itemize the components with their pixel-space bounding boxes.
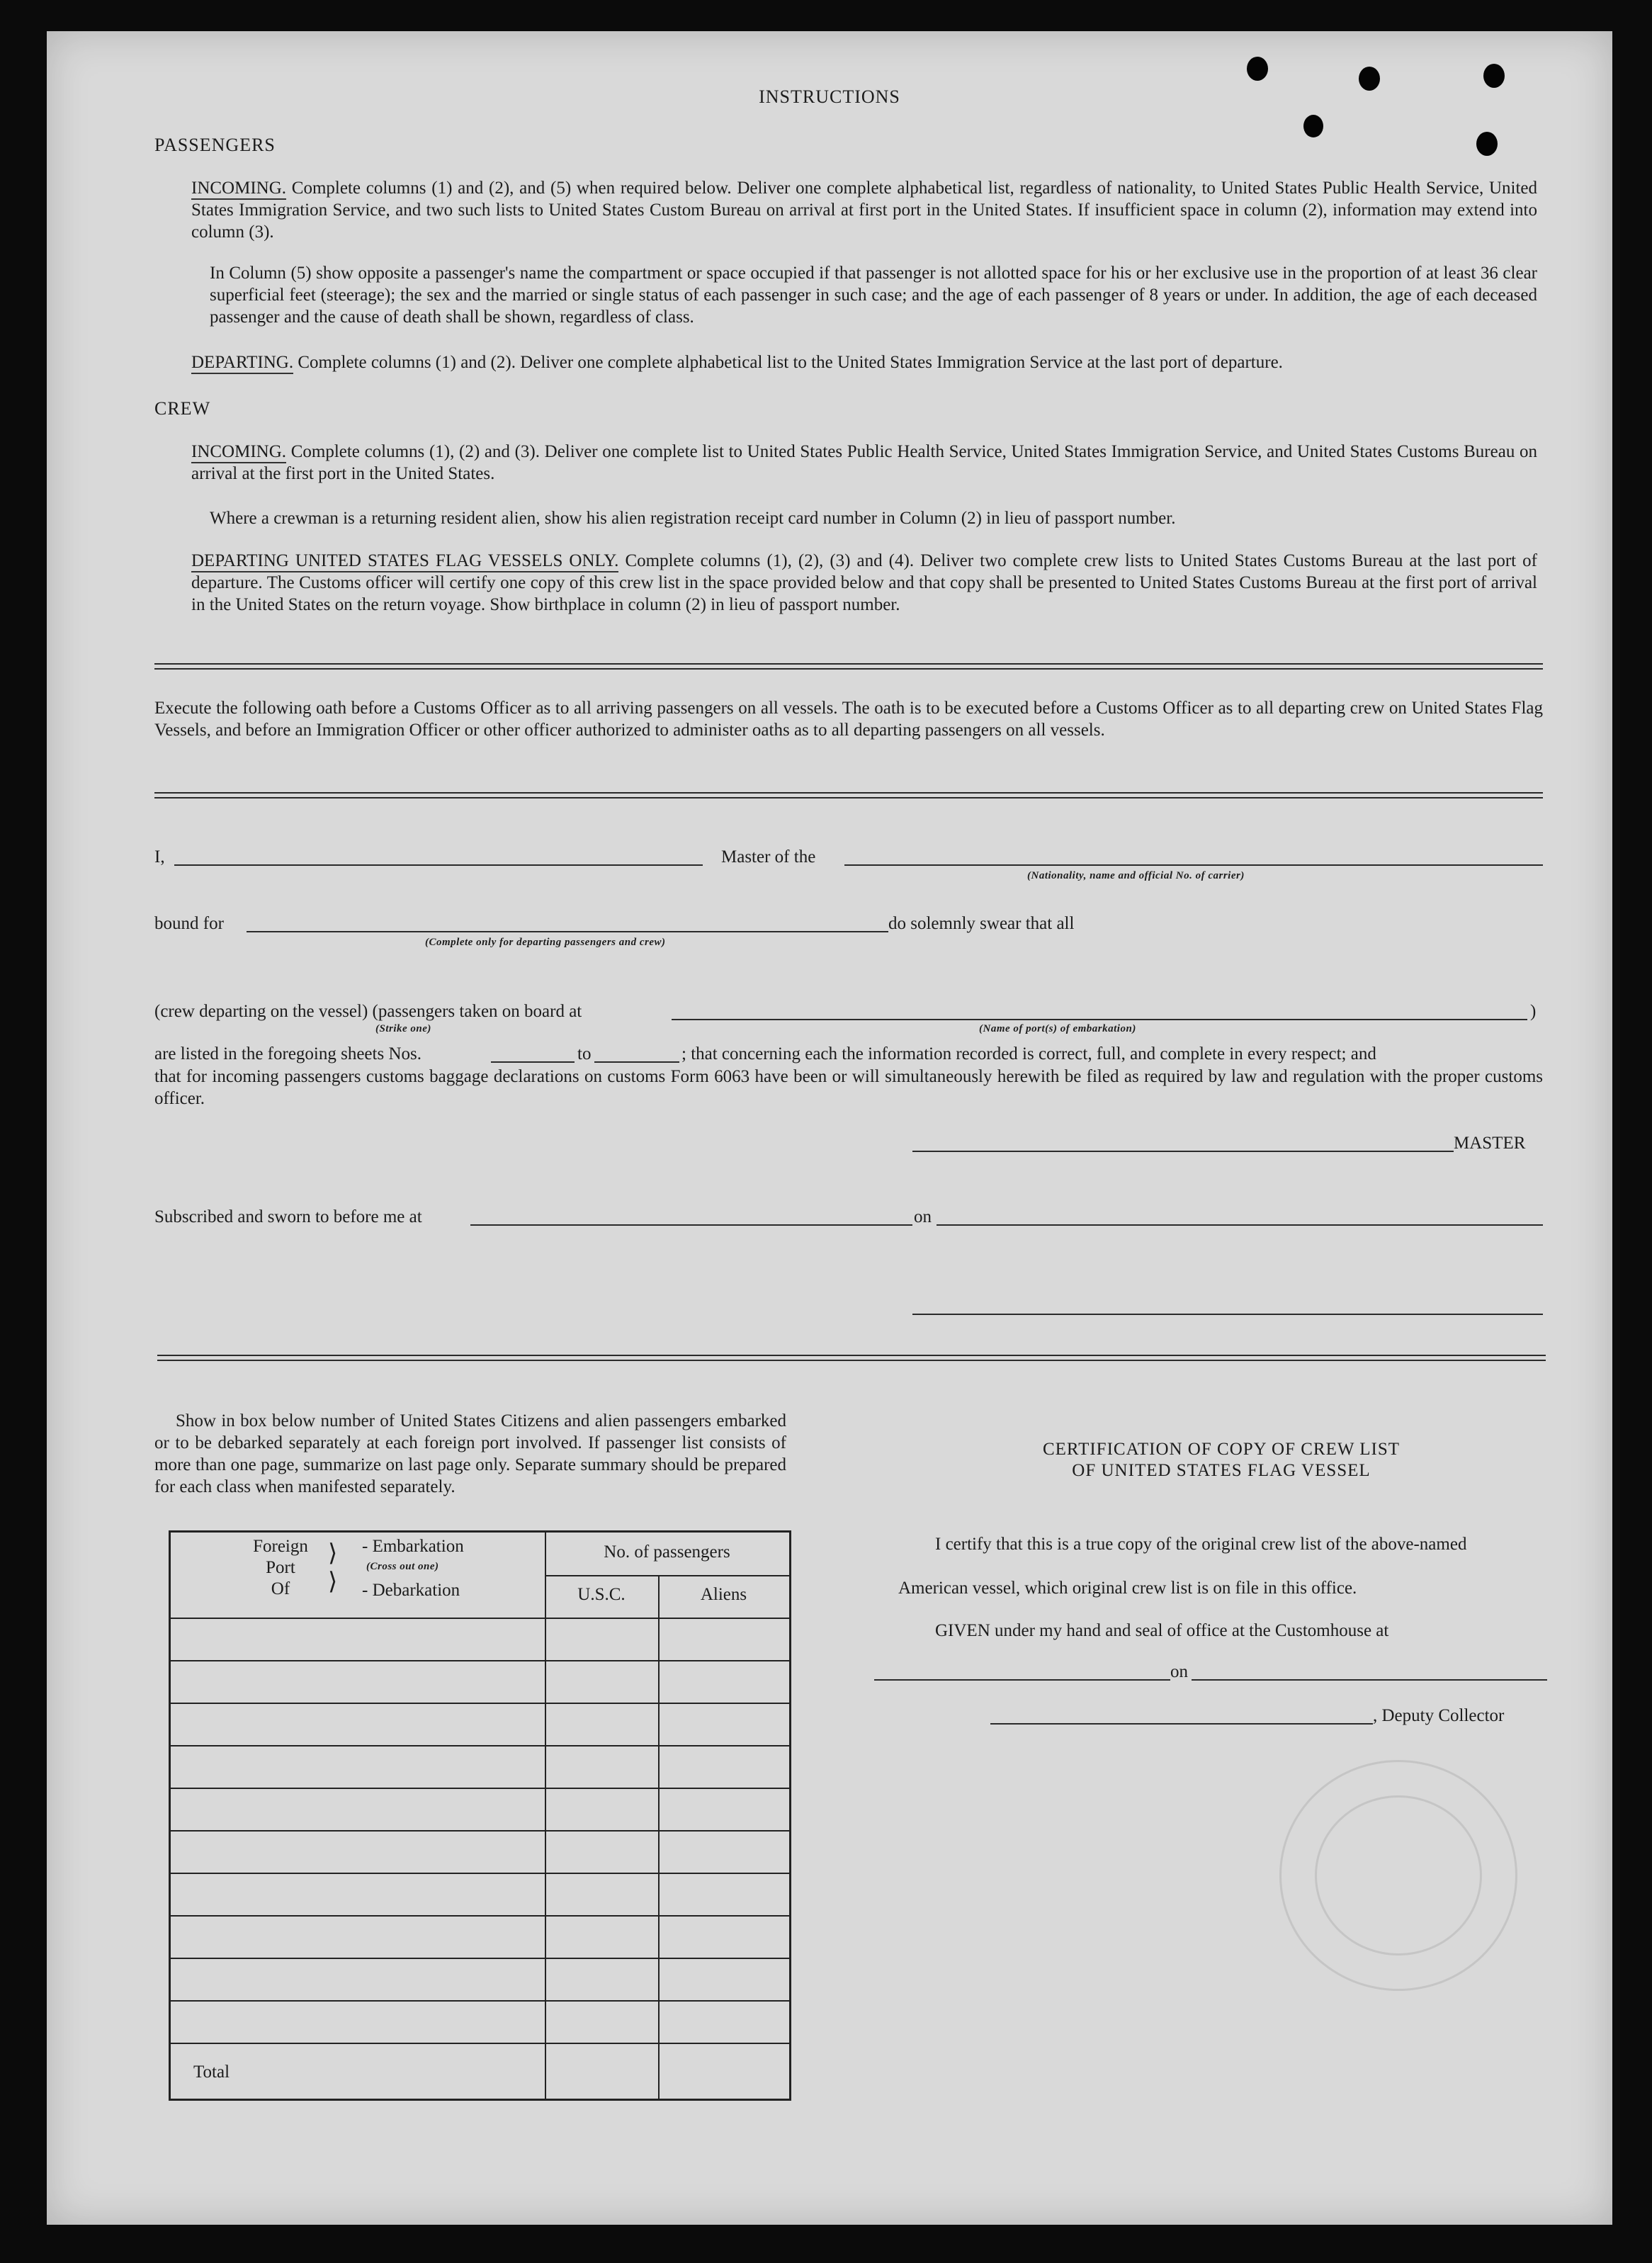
brace: ⟩ ⟩ bbox=[328, 1540, 338, 1595]
crew-heading: CREW bbox=[154, 398, 211, 419]
passengers-departing-label: DEPARTING. bbox=[191, 353, 293, 374]
punch-hole bbox=[1483, 64, 1505, 88]
certification-on-label: on bbox=[1170, 1662, 1188, 1681]
deputy-collector-label: , Deputy Collector bbox=[1373, 1706, 1505, 1725]
strike-caption: (Strike one) bbox=[375, 1023, 431, 1034]
table-total: Total bbox=[193, 2062, 230, 2082]
certification-heading-2: OF UNITED STATES FLAG VESSEL bbox=[1072, 1461, 1371, 1480]
passengers-incoming-text: Complete columns (1) and (2), and (5) when required below. Deliver one complete alphabetical list, regardless of nationality, to United States Public Health Service, United States Immigration Service, and two such lists to United States Custom Bureau on arrival at first port in the United States. If insufficient space in column (2), information may extend into column (3). bbox=[191, 179, 1538, 242]
to-label: to bbox=[577, 1044, 592, 1063]
crew-departing-label: (crew departing on the vessel) (passengers taken on board at bbox=[154, 1002, 582, 1021]
sheet-to-field[interactable] bbox=[594, 1061, 679, 1063]
officer-signature-field[interactable] bbox=[912, 1314, 1543, 1315]
resident-alien-paragraph: Where a crewman is a returning resident alien, show his alien registration receipt card number in Column (2) in lieu of passport number. bbox=[210, 509, 1176, 528]
crew-incoming-text: Complete columns (1), (2) and (3). Deliver one complete list to United States Public Health Service, United States Immigration Service, and United States Customs Bureau on arrival at the first port in the United States. bbox=[191, 442, 1537, 483]
listed-prefix: are listed in the foregoing sheets Nos. bbox=[154, 1044, 422, 1063]
passengers-departing-paragraph bbox=[191, 351, 1537, 373]
certification-heading-1: CERTIFICATION OF COPY OF CREW LIST bbox=[1042, 1440, 1401, 1459]
sworn-date-field[interactable] bbox=[937, 1224, 1543, 1226]
carrier-caption: (Nationality, name and official No. of carrier) bbox=[1027, 870, 1245, 881]
crew-incoming-label: INCOMING. bbox=[191, 442, 286, 463]
table-debarkation: - Debarkation bbox=[362, 1581, 460, 1600]
divider bbox=[154, 792, 1543, 798]
passengers-incoming-paragraph bbox=[191, 177, 1537, 243]
bound-for-field[interactable] bbox=[247, 931, 888, 932]
on-label: on bbox=[914, 1207, 932, 1226]
crew-departing-paragraph bbox=[191, 550, 1537, 616]
bound-for-label: bound for bbox=[154, 914, 224, 933]
crew-departing-text: Complete columns (1), (2), (3) and (4). Deliver two complete crew lists to United States Customs Bureau at the last port of departure. The Customs officer will certify one copy of this crew list in the space provided below and that copy shall be presented to United States Customs Bureau at the first port of arrival in the United States on the return voyage. Show birthplace in column (2) in lieu of passport number. bbox=[191, 551, 1537, 614]
ports-field[interactable] bbox=[672, 1019, 1527, 1020]
master-of-label: Master of the bbox=[721, 847, 816, 867]
page-title: INSTRUCTIONS bbox=[759, 86, 900, 107]
table-aliens: Aliens bbox=[700, 1585, 747, 1604]
table-no-passengers: No. of passengers bbox=[604, 1542, 730, 1562]
master-name-field[interactable] bbox=[174, 864, 703, 866]
deputy-signature-field[interactable] bbox=[990, 1723, 1373, 1725]
certification-line-1: I certify that this is a true copy of the original crew list of the above-named bbox=[935, 1535, 1467, 1554]
certification-line-3: GIVEN under my hand and seal of office at the Customhouse at bbox=[935, 1621, 1389, 1640]
master-signature-field[interactable] bbox=[912, 1151, 1454, 1152]
seal-stamp bbox=[1315, 1795, 1482, 1956]
certification-date-field[interactable] bbox=[1192, 1679, 1547, 1681]
oath-instructions: Execute the following oath before a Customs Officer as to all arriving passengers on all vessels. The oath is to be executed before a Customs Officer as to all departing crew on United States Flag Vessels, and before an Immigration Officer or other officer authorized to administer oaths as to all departing passengers on all vessels. bbox=[154, 699, 1543, 740]
oath-i-label: I, bbox=[154, 847, 165, 867]
table-of: Of bbox=[271, 1579, 290, 1598]
passengers-incoming-label: INCOMING. bbox=[191, 179, 286, 200]
bound-caption: (Complete only for departing passengers and crew) bbox=[425, 937, 666, 948]
certification-line-2: American vessel, which original crew list is on file in this office. bbox=[898, 1579, 1357, 1598]
master-label: MASTER bbox=[1454, 1134, 1526, 1153]
punch-hole bbox=[1303, 115, 1323, 137]
passengers-heading: PASSENGERS bbox=[154, 135, 276, 155]
divider bbox=[157, 1355, 1546, 1361]
sworn-place-field[interactable] bbox=[470, 1224, 912, 1226]
summary-instructions: Show in box below number of United States Citizens and alien passengers embarked or to be debarked separately at each foreign port involved. If passenger list consists of more than one page, summarize on last page only. Separate summary should be prepared for each class when manifested separately. bbox=[154, 1411, 786, 1496]
listed-rest: that for incoming passengers customs baggage declarations on customs Form 6063 have been or will simultaneously herewith be filed as required by law and regulation with the proper customs officer. bbox=[154, 1067, 1543, 1108]
crew-incoming-paragraph bbox=[191, 441, 1537, 485]
column5-paragraph: In Column (5) show opposite a passenger's name the compartment or space occupied if that passenger is not allotted space for his or her exclusive use in the proportion of at least 36 clear superficial feet (steerage); the sex and the married or single status of each passenger in such case; and the age of each passenger of 8 years or under. In addition, the age of each deceased passenger and the cause of death shall be shown, regardless of class. bbox=[210, 264, 1537, 327]
swear-label: do solemnly swear that all bbox=[888, 914, 1075, 933]
table-foreign: Foreign bbox=[253, 1537, 308, 1556]
punch-hole bbox=[1476, 132, 1498, 156]
table-cross-out: (Cross out one) bbox=[366, 1561, 439, 1572]
customhouse-field[interactable] bbox=[874, 1679, 1170, 1681]
carrier-field[interactable] bbox=[844, 864, 1543, 866]
passenger-summary-table bbox=[169, 1530, 791, 2101]
form-page bbox=[47, 31, 1612, 2225]
subscribed-label: Subscribed and sworn to before me at bbox=[154, 1207, 422, 1226]
passengers-departing-text: Complete columns (1) and (2). Deliver one complete alphabetical list to the United States Immigration Service at the last port of departure. bbox=[298, 353, 1283, 372]
sheet-from-field[interactable] bbox=[491, 1061, 575, 1063]
listed-suffix: ; that concerning each the information recorded is correct, full, and complete in every respect; and bbox=[681, 1044, 1376, 1063]
divider bbox=[154, 663, 1543, 670]
close-paren: ) bbox=[1530, 1002, 1537, 1021]
crew-departing-label: DEPARTING UNITED STATES FLAG VESSELS ONLY. bbox=[191, 551, 618, 572]
ports-caption: (Name of port(s) of embarkation) bbox=[979, 1023, 1136, 1034]
table-usc: U.S.C. bbox=[577, 1585, 626, 1604]
table-embarkation: - Embarkation bbox=[362, 1537, 464, 1556]
table-port: Port bbox=[266, 1558, 295, 1577]
punch-hole bbox=[1247, 57, 1268, 81]
